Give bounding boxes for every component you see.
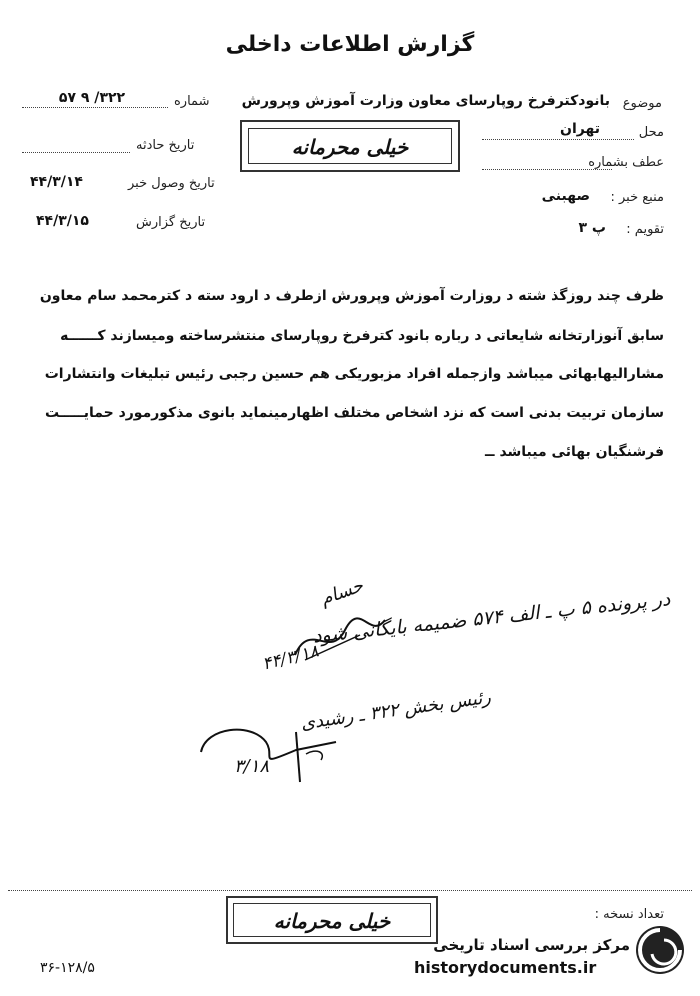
source-label: منبع خبر :	[610, 190, 664, 205]
body-line-5: فرشنگیان بهائی میباشد ــ	[485, 444, 664, 460]
report-date-label: تاریخ گزارش	[136, 215, 206, 230]
footer-divider	[8, 889, 692, 891]
archive-logo-icon	[634, 924, 686, 976]
handwritten-date-2: ۳/۱۸	[234, 756, 270, 777]
body-line-1: ظرف چند روزگذ شته د روزارت آموزش وپرورش ازطرف د ارود سته د کترمحمد سام معاون	[39, 288, 664, 304]
handwritten-section-head: رئیس بخش ۳۲۲ ـ رشیدی	[299, 686, 493, 735]
place-label: محل	[638, 125, 664, 140]
incident-date-label: تاریخ حادثه	[136, 138, 195, 153]
watermark-org-name: مرکز بررسی اسناد تاریخی	[433, 936, 630, 954]
signature-scribble	[290, 610, 390, 670]
place-value: تهران	[560, 121, 600, 137]
report-date-value: ۴۴/۳/۱۵	[36, 213, 89, 229]
classification-stamp-bottom	[226, 896, 438, 944]
number-dots	[22, 106, 168, 108]
handwritten-signature: حسام	[317, 575, 367, 610]
classification-stamp-top	[240, 120, 460, 172]
rating-label: تقویم :	[626, 222, 664, 237]
receive-date-label: تاریخ وصول خبر	[128, 176, 215, 191]
place-dots	[482, 138, 634, 140]
classification-stamp-bottom-text: خیلی محرمانه	[233, 903, 431, 937]
number-value: ۳۲۲/ ۹ ۵۷	[58, 90, 126, 106]
ref-dots	[482, 168, 612, 170]
ref-label: عطف بشماره	[588, 155, 664, 170]
incident-date-dots	[22, 151, 130, 153]
report-title: گزارش اطلاعات داخلی	[225, 32, 475, 57]
classification-stamp-text: خیلی محرمانه	[248, 128, 452, 164]
receive-date-value: ۴۴/۳/۱۴	[30, 174, 83, 190]
copies-label: تعداد نسخه :	[594, 907, 664, 922]
number-label: شماره	[174, 94, 210, 109]
body-line-4: سازمان تربیت بدنی است که نزد اشخاص مختلف اظهارمینماید بانوی مذکورمورد حمایـــــت	[44, 405, 664, 421]
subject-value: بانودکترفرخ روپارسای معاون وزارت آموزش وپرورش	[241, 93, 610, 109]
paraph-scribble	[196, 712, 346, 792]
document-code: ۳۶-۱۲۸/۵	[40, 960, 95, 976]
source-value: صهبنی	[541, 188, 590, 204]
handwritten-date-1: ۴۴/۳/۱۸	[260, 641, 321, 675]
rating-value: پ ۳	[578, 220, 606, 236]
body-line-2: سابق آنوزارتخانه شایعاتی د رباره بانود کترفرخ روپارسای منتشرساخته ومیسازند کــــــه	[60, 328, 664, 344]
subject-label: موضوع	[622, 96, 662, 111]
watermark-url: historydocuments.ir	[414, 958, 597, 977]
body-line-3: مشارالیهابهائی میباشد وازجمله افراد مزبوریکی هم حسین رجبی رئیس تبلیغات وانتشارات	[44, 366, 664, 382]
handwritten-filing-note: در پرونده ۵ پ ـ الف ۵۷۴ ضمیمه بایگانی شود	[311, 588, 672, 648]
